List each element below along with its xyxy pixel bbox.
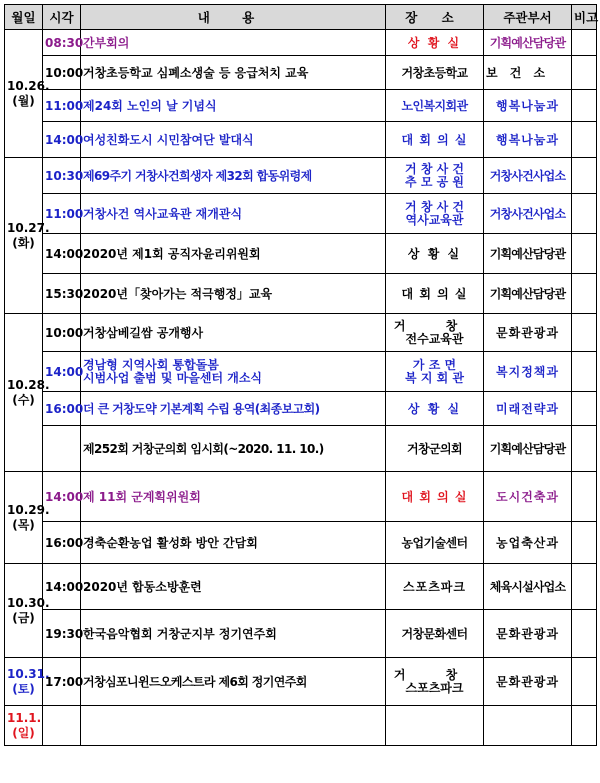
- table-row: [5, 194, 597, 234]
- place-cell: [386, 658, 484, 706]
- table-row: [5, 122, 597, 158]
- table-row: [5, 56, 597, 90]
- time-cell: 14:00: [43, 564, 81, 610]
- table-row: [5, 706, 597, 746]
- dept-cell: [484, 706, 572, 746]
- time-cell: [43, 426, 81, 472]
- time-cell: 11:00: [43, 194, 81, 234]
- header-dept: 주관부서: [484, 5, 572, 30]
- time-cell: 16:00: [43, 392, 81, 426]
- date-cell: [5, 158, 50, 314]
- content-cell: [81, 706, 386, 746]
- time-cell: 14:00: [43, 472, 81, 522]
- content-cell: 거창심포니윈드오케스트라 제6회 정기연주회: [81, 658, 386, 706]
- table-row: [5, 90, 597, 122]
- table-row: [5, 658, 597, 706]
- place-cell: 상 황 실: [386, 234, 484, 274]
- weekday-text: (금): [12, 610, 35, 625]
- content-cell: 한국음악협회 거창군지부 정기연주회: [81, 610, 386, 658]
- content-cell: 2020년 합동소방훈련: [81, 564, 386, 610]
- dept-cell: 기획예산담당관: [484, 426, 572, 472]
- dept-cell: 행복나눔과: [484, 122, 572, 158]
- place-cell: [386, 706, 484, 746]
- weekday-text: (수): [12, 392, 35, 407]
- content-cell: [81, 352, 386, 392]
- content-cell: 제252회 거창군의회 임시회(~2020. 11. 10.): [81, 426, 386, 472]
- dept-cell: 복지정책과: [484, 352, 572, 392]
- note-cell: [572, 56, 597, 90]
- schedule-table: [4, 4, 597, 746]
- place-line1: 거 창: [393, 318, 476, 333]
- date-text: 10.31.: [7, 666, 50, 681]
- weekday-text: (목): [12, 517, 35, 532]
- table-row: [5, 564, 597, 610]
- note-cell: [572, 122, 597, 158]
- table-row: [5, 314, 597, 352]
- time-cell: 14:00: [43, 352, 81, 392]
- time-cell: 10:00: [43, 56, 81, 90]
- place-cell: 거창초등학교: [386, 56, 484, 90]
- note-cell: [572, 314, 597, 352]
- dept-cell: 행복나눔과: [484, 90, 572, 122]
- time-cell: 15:30: [43, 274, 81, 314]
- note-cell: [572, 234, 597, 274]
- date-cell: [5, 472, 50, 564]
- time-cell: 10:00: [43, 314, 81, 352]
- place-cell: [386, 194, 484, 234]
- time-cell: 17:00: [43, 658, 81, 706]
- dept-cell: 기획예산담당관: [484, 274, 572, 314]
- table-row: [5, 274, 597, 314]
- dept-cell: 기획예산담당관: [484, 234, 572, 274]
- weekday-text: (일): [12, 725, 35, 740]
- place-line1: 가 조 면: [412, 357, 457, 372]
- content-cell: 2020년「찾아가는 적극행정」교육: [81, 274, 386, 314]
- weekday-text: (화): [12, 235, 35, 250]
- place-cell: 스포츠파크: [386, 564, 484, 610]
- place-line2: 전수교육관: [405, 331, 464, 346]
- content-cell: 거창초등학교 심폐소생술 등 응급처치 교육: [81, 56, 386, 90]
- dept-cell: 거창사건사업소: [484, 158, 572, 194]
- time-cell: [43, 706, 81, 746]
- header-content: 내 용: [81, 5, 386, 30]
- time-cell: 08:30: [43, 30, 81, 56]
- dept-cell: 체육시설사업소: [484, 564, 572, 610]
- table-row: [5, 30, 597, 56]
- table-row: [5, 522, 597, 564]
- place-cell: 대 회 의 실: [386, 122, 484, 158]
- date-cell: [5, 30, 50, 158]
- date-text: 10.30.: [7, 595, 50, 610]
- place-line1: 거 창: [393, 667, 476, 682]
- content-cell: 거창삼베길쌈 공개행사: [81, 314, 386, 352]
- place-cell: 노인복지회관: [386, 90, 484, 122]
- date-text: 10.29.: [7, 502, 50, 517]
- content-cell: 여성친화도시 시민참여단 발대식: [81, 122, 386, 158]
- place-line1: 거 창 사 건: [405, 199, 464, 214]
- date-text: 11.1.: [7, 710, 42, 725]
- note-cell: [572, 90, 597, 122]
- header-date: 월일: [5, 5, 43, 30]
- place-line2: 복 지 회 관: [405, 370, 464, 385]
- dept-cell: 도시건축과: [484, 472, 572, 522]
- place-line2: 추 모 공 원: [405, 174, 464, 189]
- place-line1: 거 창 사 건: [405, 161, 464, 176]
- place-cell: [386, 158, 484, 194]
- place-line2: 스포츠파크: [405, 680, 464, 695]
- place-cell: 대 회 의 실: [386, 472, 484, 522]
- date-cell: [5, 706, 43, 746]
- table-row: [5, 472, 597, 522]
- content-cell: 경축순환농업 활성화 방안 간담회: [81, 522, 386, 564]
- table-row: [5, 234, 597, 274]
- header-row: [5, 5, 597, 30]
- place-cell: [386, 314, 484, 352]
- note-cell: [572, 564, 597, 610]
- time-cell: 14:00: [43, 234, 81, 274]
- content-cell: 제69주기 거창사건희생자 제32회 합동위령제: [81, 158, 386, 194]
- time-cell: 19:30: [43, 610, 81, 658]
- header-place: 장 소: [386, 5, 484, 30]
- note-cell: [572, 610, 597, 658]
- date-text: 10.26.: [7, 78, 50, 93]
- place-cell: 상 황 실: [386, 30, 484, 56]
- dept-cell: 미래전략과: [484, 392, 572, 426]
- note-cell: [572, 194, 597, 234]
- note-cell: [572, 658, 597, 706]
- time-cell: 14:00: [43, 122, 81, 158]
- content-cell: 제24회 노인의 날 기념식: [81, 90, 386, 122]
- content-line2: 시범사업 출범 및 마을센터 개소식: [83, 370, 263, 385]
- dept-cell: 문화관광과: [484, 314, 572, 352]
- table-row: [5, 392, 597, 426]
- dept-cell: 문화관광과: [484, 610, 572, 658]
- date-text: 10.27.: [7, 220, 50, 235]
- note-cell: [572, 522, 597, 564]
- place-cell: 거창군의회: [386, 426, 484, 472]
- note-cell: [572, 426, 597, 472]
- content-cell: 제 11회 군계획위원회: [81, 472, 386, 522]
- note-cell: [572, 274, 597, 314]
- date-cell: [5, 564, 50, 658]
- table-row: [5, 426, 597, 472]
- date-text: 10.28.: [7, 377, 50, 392]
- dept-cell: 문화관광과: [484, 658, 572, 706]
- place-cell: 농업기술센터: [386, 522, 484, 564]
- content-line1: 경남형 지역사회 통합돌봄: [83, 357, 219, 372]
- place-cell: [386, 352, 484, 392]
- note-cell: [572, 392, 597, 426]
- content-cell: 2020년 제1회 공직자윤리위원회: [81, 234, 386, 274]
- content-cell: 간부회의: [81, 30, 386, 56]
- header-time: 시각: [43, 5, 81, 30]
- weekday-text: (토): [12, 681, 35, 696]
- time-cell: 10:30: [43, 158, 81, 194]
- time-cell: 11:00: [43, 90, 81, 122]
- note-cell: [572, 158, 597, 194]
- date-cell: [5, 314, 50, 472]
- content-cell: 더 큰 거창도약 기본계획 수립 용역(최종보고회): [81, 392, 386, 426]
- table-row: [5, 352, 597, 392]
- table-row: [5, 610, 597, 658]
- dept-cell: 보 건 소: [484, 56, 572, 90]
- weekday-text: (월): [12, 93, 35, 108]
- place-cell: 거창문화센터: [386, 610, 484, 658]
- note-cell: [572, 472, 597, 522]
- dept-cell: 거창사건사업소: [484, 194, 572, 234]
- note-cell: [572, 706, 597, 746]
- table-row: [5, 158, 597, 194]
- place-cell: 상 황 실: [386, 392, 484, 426]
- time-cell: 16:00: [43, 522, 81, 564]
- note-cell: [572, 30, 597, 56]
- place-cell: 대 회 의 실: [386, 274, 484, 314]
- content-cell: 거창사건 역사교육관 재개관식: [81, 194, 386, 234]
- dept-cell: 농업축산과: [484, 522, 572, 564]
- date-cell: [5, 658, 50, 706]
- place-line2: 역사교육관: [405, 212, 464, 227]
- note-cell: [572, 352, 597, 392]
- header-note: 비고: [572, 5, 597, 30]
- dept-cell: 기획예산담당관: [484, 30, 572, 56]
